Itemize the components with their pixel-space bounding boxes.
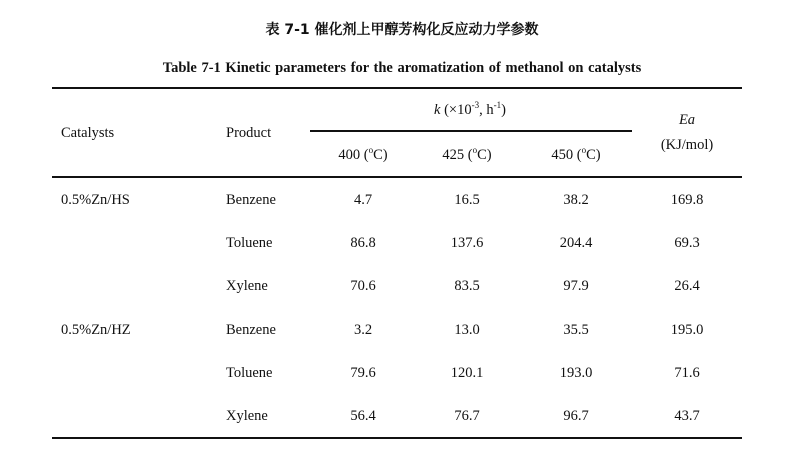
cell-ea: 195.0	[670, 322, 704, 338]
temp-post: C)	[373, 147, 388, 163]
cell-catalyst: 0.5%Zn/HZ	[61, 322, 131, 338]
cell-k450: 96.7	[563, 408, 589, 424]
cell-k425: 13.0	[454, 322, 480, 338]
cell-ea: 71.6	[674, 365, 700, 381]
header-temp-450	[551, 146, 600, 165]
k-symbol: k	[434, 102, 441, 118]
cell-product: Xylene	[226, 278, 268, 294]
cell-k425: 16.5	[454, 192, 480, 208]
temp-post: C)	[586, 147, 601, 163]
cell-k450: 35.5	[563, 322, 589, 338]
k-exponent-1: -3	[471, 100, 480, 110]
cell-k425: 83.5	[454, 278, 480, 294]
degree-sup: o	[472, 145, 478, 155]
header-catalysts: Catalysts	[61, 125, 115, 141]
cell-k400: 3.2	[353, 322, 373, 338]
cell-k400: 4.7	[353, 192, 373, 208]
header-product: Product	[226, 125, 272, 141]
cell-product: Toluene	[226, 235, 273, 251]
cell-k400: 79.6	[350, 365, 376, 381]
table-caption-chinese: 表 7-1 催化剂上甲醇芳构化反应动力学参数	[265, 22, 539, 38]
cell-k425: 120.1	[450, 365, 484, 381]
temp-post: C)	[477, 147, 492, 163]
header-temp-425	[442, 146, 491, 165]
temp-pre: 400 (	[338, 147, 369, 163]
k-header-underline	[310, 130, 632, 132]
header-ea-symbol: Ea	[678, 112, 696, 128]
cell-ea: 69.3	[674, 235, 700, 251]
cell-k450: 38.2	[563, 192, 589, 208]
header-ea-unit: (KJ/mol)	[660, 137, 714, 153]
cell-k400: 56.4	[350, 408, 376, 424]
cell-product: Toluene	[226, 365, 273, 381]
temp-pre: 450 (	[551, 147, 582, 163]
cell-product: Benzene	[226, 192, 276, 208]
k-unit-mid: , h	[479, 102, 494, 118]
cell-k400: 86.8	[350, 235, 376, 251]
cell-ea: 26.4	[674, 278, 700, 294]
table-bottom-rule	[52, 437, 742, 439]
table-caption-english: Table 7-1 Kinetic parameters for the aromatization of methanol on catalysts	[162, 60, 642, 76]
cell-product: Xylene	[226, 408, 268, 424]
cell-k450: 97.9	[563, 278, 589, 294]
k-unit-pre: (×10	[440, 102, 472, 118]
table-top-rule	[52, 87, 742, 89]
k-unit-post: )	[501, 102, 506, 118]
cell-k450: 193.0	[559, 365, 593, 381]
k-exponent-2: -1	[493, 100, 502, 110]
cell-catalyst: 0.5%Zn/HS	[61, 192, 130, 208]
table-header-rule	[52, 176, 742, 178]
header-rate-constant	[434, 101, 506, 120]
cell-ea: 43.7	[674, 408, 700, 424]
header-temp-400	[338, 146, 387, 165]
cell-k425: 137.6	[450, 235, 484, 251]
cell-k400: 70.6	[350, 278, 376, 294]
cell-k450: 204.4	[559, 235, 593, 251]
degree-sup: o	[368, 145, 374, 155]
cell-ea: 169.8	[670, 192, 704, 208]
cell-product: Benzene	[226, 322, 276, 338]
degree-sup: o	[581, 145, 587, 155]
temp-pre: 425 (	[442, 147, 473, 163]
cell-k425: 76.7	[454, 408, 480, 424]
